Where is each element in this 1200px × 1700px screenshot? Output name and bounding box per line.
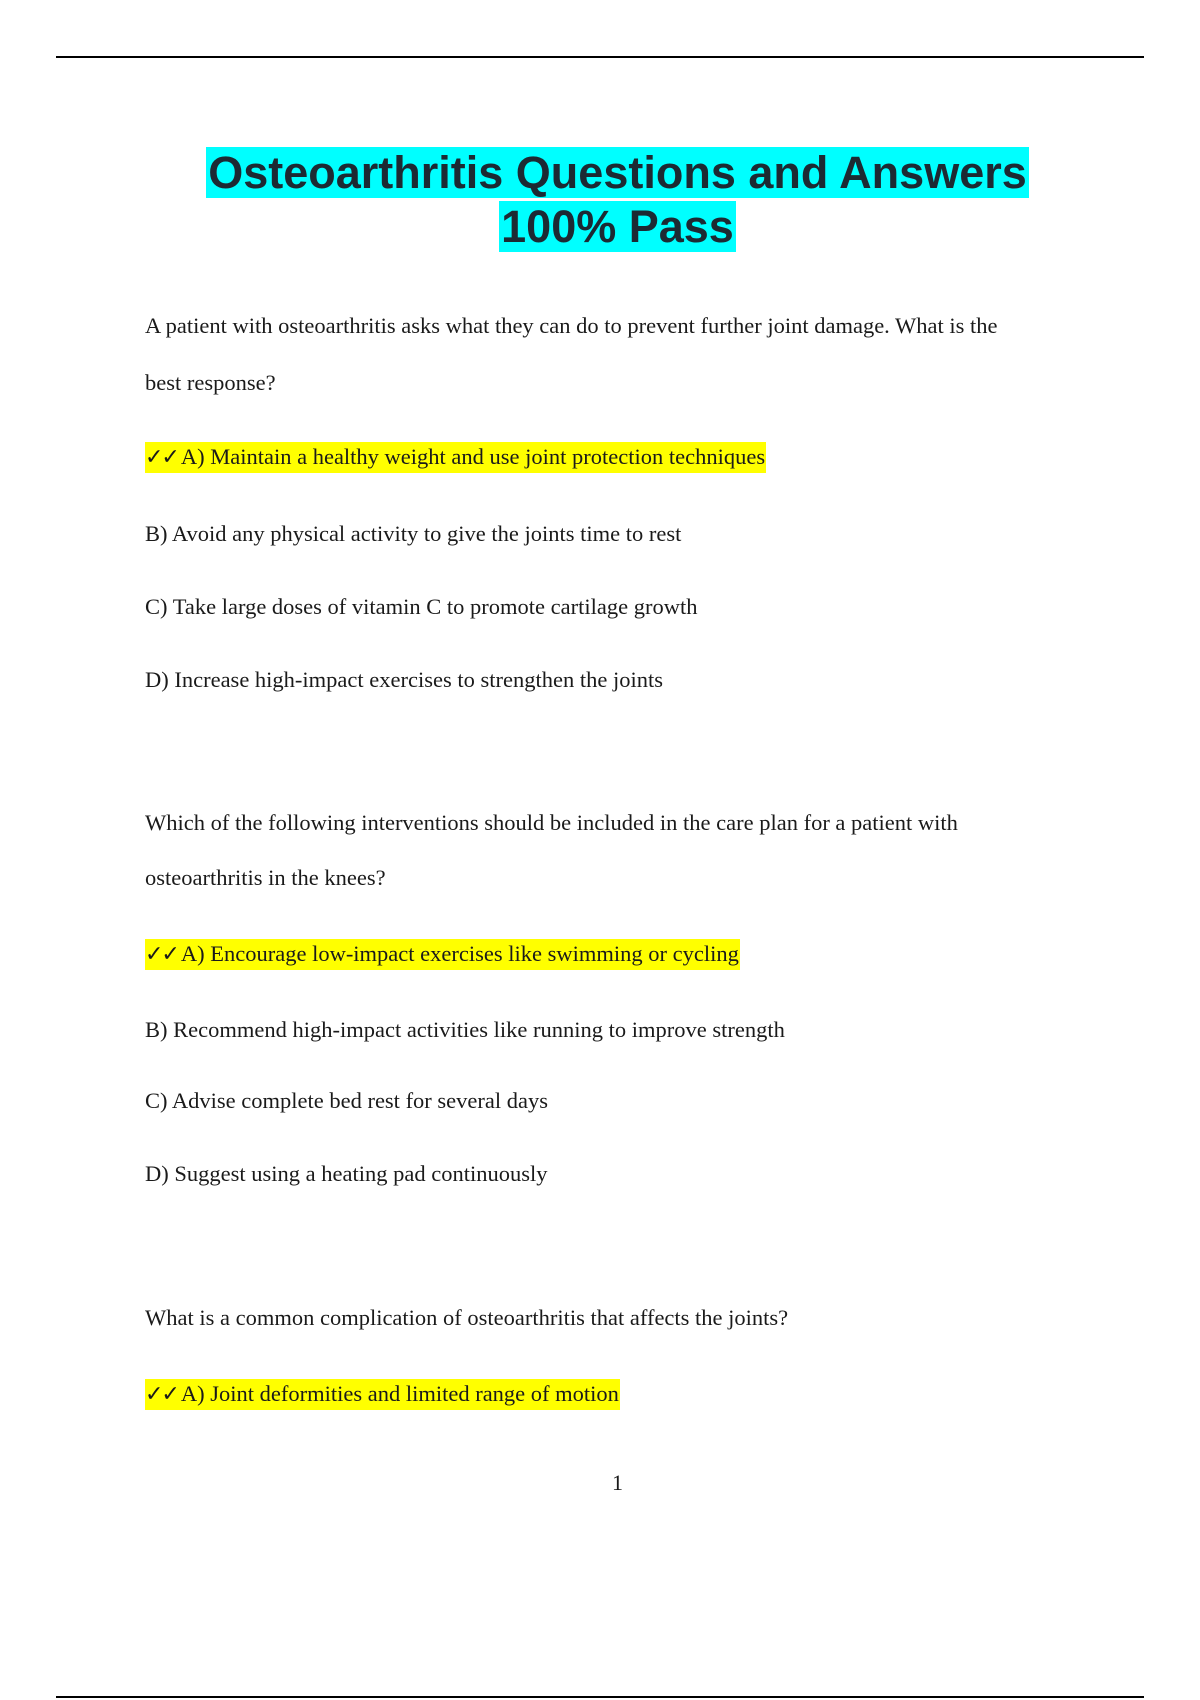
document-title (0, 146, 1200, 254)
question-3-correct-answer (145, 1380, 620, 1409)
question-2-stem-line-1: Which of the following interventions should be included in the care plan for a patient with (145, 810, 958, 835)
checkmark-icon: ✓✓ (145, 942, 178, 967)
question-1-stem-line-2: best response? (145, 370, 276, 395)
footer-rule (56, 1696, 1144, 1698)
question-2-correct-answer (145, 940, 740, 969)
header-rule (56, 56, 1144, 58)
correct-answer-text: A) Encourage low-impact exercises like swimming or cycling (180, 941, 739, 966)
question-1-option-c: C) Take large doses of vitamin C to promote cartilage growth (145, 594, 698, 619)
question-1-option-b: B) Avoid any physical activity to give the joints time to rest (145, 521, 682, 546)
question-1-option-d: D) Increase high-impact exercises to strengthen the joints (145, 667, 663, 692)
title-line-2: 100% Pass (501, 201, 734, 252)
correct-answer-highlight (145, 939, 740, 970)
checkmark-icon: ✓✓ (145, 1382, 178, 1407)
question-2-option-c: C) Advise complete bed rest for several days (145, 1088, 549, 1113)
checkmark-icon: ✓✓ (145, 445, 178, 470)
title-line-1: Osteoarthritis Questions and Answers (208, 147, 1027, 198)
question-1-stem-line-1: A patient with osteoarthritis asks what they can do to prevent further joint damage. What is the (145, 313, 998, 338)
correct-answer-highlight (145, 1379, 620, 1410)
question-1-correct-answer (145, 443, 766, 472)
correct-answer-text: A) Maintain a healthy weight and use joint protection techniques (180, 444, 766, 469)
question-3-stem: What is a common complication of osteoarthritis that affects the joints? (145, 1305, 789, 1330)
question-2-option-d: D) Suggest using a heating pad continuously (145, 1161, 548, 1186)
correct-answer-text: A) Joint deformities and limited range of motion (180, 1381, 619, 1406)
question-2-stem-line-2: osteoarthritis in the knees? (145, 865, 386, 890)
question-2-option-b: B) Recommend high-impact activities like running to improve strength (145, 1017, 785, 1042)
page-number: 1 (612, 1470, 623, 1495)
correct-answer-highlight (145, 442, 766, 473)
